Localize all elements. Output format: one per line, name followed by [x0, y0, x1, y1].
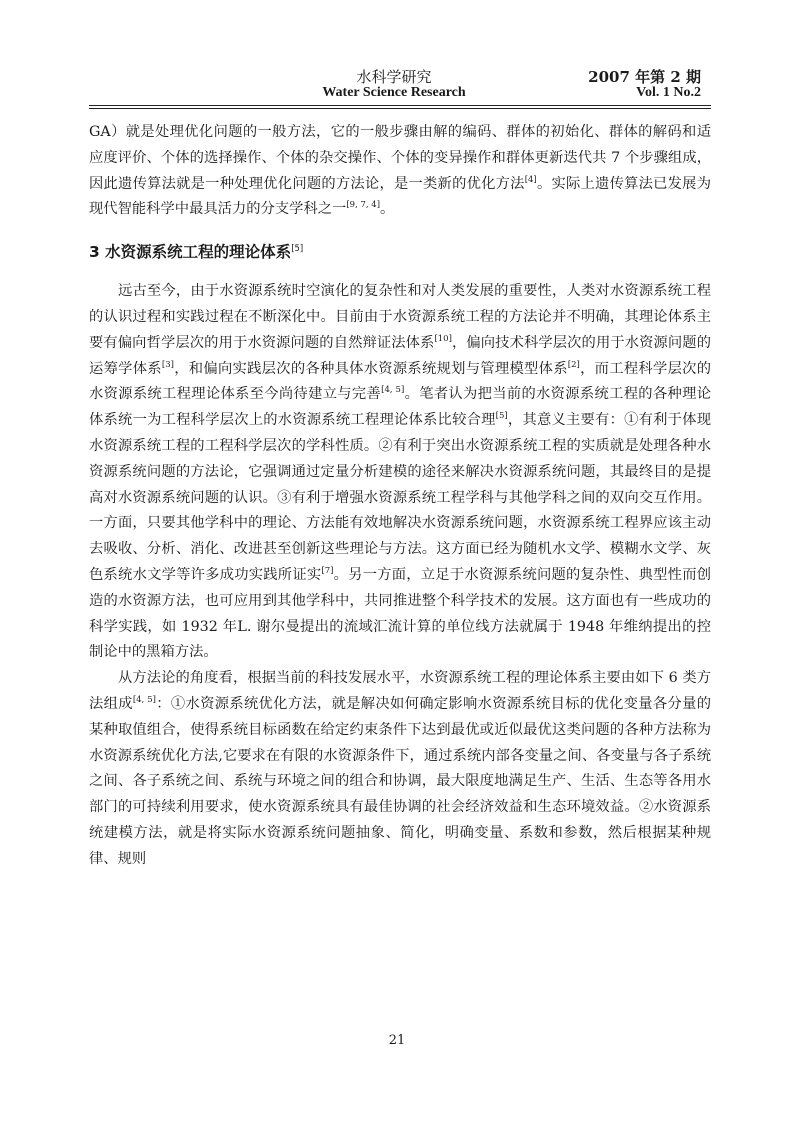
issue-label-cn: 2007 年第 2 期: [588, 68, 701, 86]
header-rule-thin: [89, 108, 711, 109]
intro-paragraph: [89, 120, 711, 223]
journal-title-cn: 水科学研究: [356, 68, 432, 86]
paragraph-text: ，偏向技术科学层次的用于水资源问题的运筹学体系: [89, 334, 711, 377]
header-rule-thick: [89, 105, 711, 106]
paragraph-text: 远古至今，由于水资源系统时空演化的复杂性和对人类发展的重要性，人类对水资源系统工程的认识过程和实践过程在不断深化中。目前由于水资源系统工程的方法论并不明确，其理论体系主要有偏向哲学层次的用于水资源问题的自然辩证法体系: [89, 283, 711, 351]
issue-label-en: Vol. 1 No.2: [636, 85, 701, 100]
section-heading: [89, 241, 711, 263]
citation: [10]: [434, 333, 452, 344]
paragraph-text: ，而工程科学层次的水资源系统工程理论体系至今尚待建立与完善: [89, 360, 712, 403]
paragraph-text: 。笔者认为把当前的水资源系统工程的各种理论体系统一为工程科学层次上的水资源系统工程理论体系比较合理: [89, 386, 712, 429]
paragraph-text: ：①水资源系统优化方法，就是解决如何确定影响水资源系统目标的优化变量各分量的某种取值组合，使得系统目标函数在给定约束条件下达到最优或近似最优这类问题的各种方法称为水资源系统优化方法,它要求在有限的水资源条件下，通过系统内部各变量之间、各变量与各子系统之间、各子系统之间、系统与环境之间的组合和协调，最大限度地满足生产、生活、生态等各用水部门的可持续利用要求，使水资源系统具有最佳协调的社会经济效益和生态环境效益。②水资源系统建模方法，就是将实际水资源系统问题抽象、简化，明确变量、系数和参数，然后根据某种规律、规则: [89, 695, 712, 867]
article-body: [89, 120, 711, 873]
citation: [2]: [567, 359, 580, 370]
paragraph-text: ，和偏向实践层次的各种具体水资源系统规划与管理模型体系: [173, 360, 568, 377]
body-paragraph-1: [89, 279, 711, 666]
citation: [9, 7, 4]: [346, 200, 381, 211]
intro-text: GA）就是处理优化问题的一般方法，它的一般步骤由解的编码、群体的初始化、群体的解码和适应度评价、个体的选择操作、个体的杂交操作、个体的变异操作和群体更新迭代共 7 个步骤组成，因此遗传算法就是一种处理优化问题的方法论，是一类新的优化方法: [89, 124, 711, 192]
intro-text-3: 。: [380, 201, 395, 218]
citation: [4, 5]: [132, 694, 156, 705]
intro-text-2: 。实际上遗传算法已发展为现代智能科学中最具活力的分支学科之一: [89, 175, 712, 218]
paragraph-text: 从方法论的角度看，根据当前的科技发展水平，水资源系统工程的理论体系主要由如下 6 类方法组成: [89, 670, 711, 712]
running-header: [89, 64, 709, 106]
citation: [5]: [495, 411, 508, 422]
paragraph-text: 。另一方面，立足于水资源系统问题的复杂性、典型性而创造的水资源方法，也可应用到其他学科中，共同推进整个科学技术的发展。这方面也有一些成功的科学实践，如 1932 年L. 谢尔曼提出的流域汇流计算的单位线方法就属于 1948 年维纳提出的控制论中的黑箱方法。: [89, 566, 712, 661]
journal-title-en: Water Science Research: [322, 85, 466, 100]
citation: [5]: [291, 244, 304, 255]
paragraph-text: ，其意义主要有：①有利于体现水资源系统工程的工程科学层次的学科性质。②有利于突出水资源系统工程的实质就是处理各种水资源系统问题的方法论，它强调通过定量分析建模的途径来解决水资源系统问题，其最终目的是提高对水资源系统问题的认识。③有利于增强水资源系统工程学科与其他学科之间的双向交互作用。一方面，只要其他学科中的理论、方法能有效地解决水资源系统问题，水资源系统工程界应该主动去吸收、分析、消化、改进甚至创新这些理论与方法。这方面已经为随机水文学、模糊水文学、灰色系统水文学等许多成功实践所证实: [89, 412, 712, 583]
citation: [7]: [321, 565, 334, 576]
body-paragraph-2: [89, 666, 711, 872]
citation: [4]: [524, 174, 537, 185]
citation: [3]: [161, 359, 174, 370]
citation: [4, 5]: [381, 385, 405, 396]
section-title: 3 水资源系统工程的理论体系: [89, 243, 292, 262]
page-number: 21: [388, 1033, 406, 1048]
